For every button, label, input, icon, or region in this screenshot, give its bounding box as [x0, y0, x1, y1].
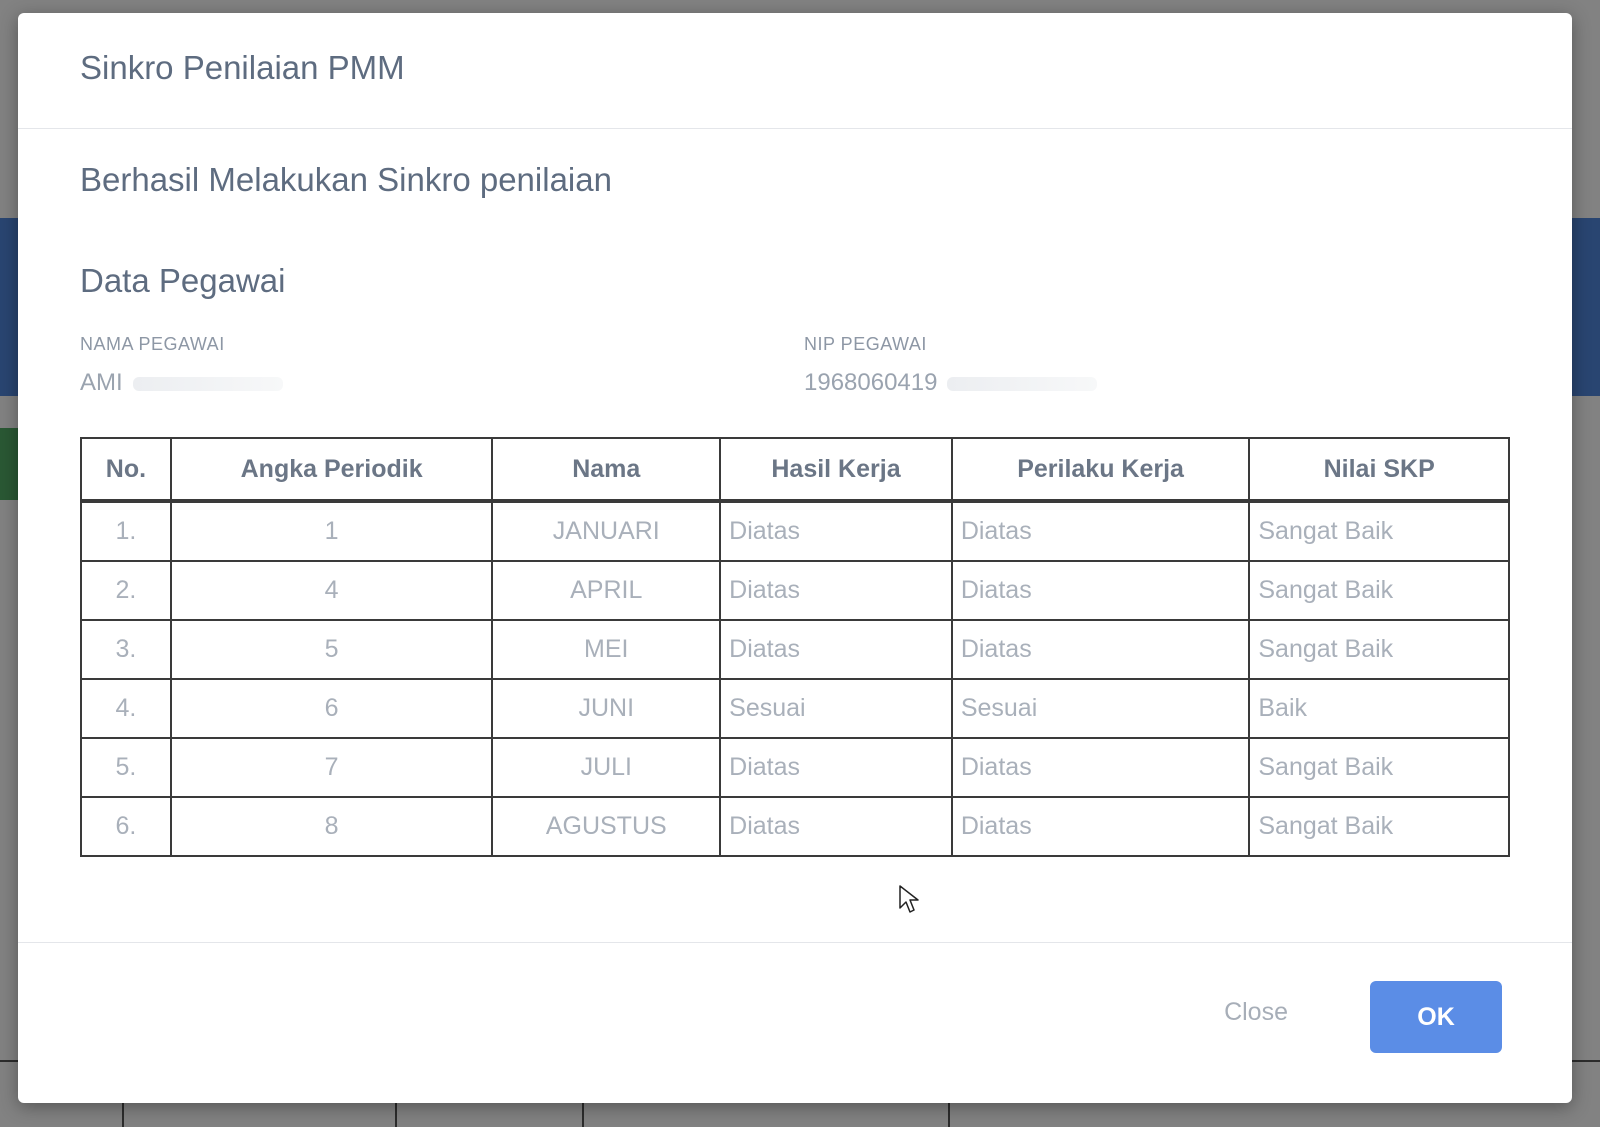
sync-modal: [18, 13, 1572, 1103]
cell-angka: 7: [171, 738, 492, 797]
cell-nama: JUNI: [492, 679, 720, 738]
cell-no: 5.: [81, 738, 171, 797]
table-row: [81, 679, 1509, 738]
modal-body: [18, 129, 1572, 857]
cell-perilaku: Sesuai: [952, 679, 1250, 738]
header-no: No.: [81, 438, 171, 501]
cell-hasil: Diatas: [720, 561, 952, 620]
cell-perilaku: Diatas: [952, 738, 1250, 797]
header-angka-periodik: Angka Periodik: [171, 438, 492, 501]
modal-footer: [18, 942, 1572, 1103]
employee-nip-value: [804, 369, 1097, 397]
header-nama: Nama: [492, 438, 720, 501]
modal-header: [18, 13, 1572, 129]
employee-name-value: [80, 369, 283, 397]
cell-nama: MEI: [492, 620, 720, 679]
employee-name-field: [80, 334, 283, 397]
cell-perilaku: Diatas: [952, 561, 1250, 620]
employee-fields: [80, 334, 1510, 429]
employee-name-text: AMI: [80, 369, 123, 396]
redacted-blur: [947, 377, 1097, 391]
cell-no: 3.: [81, 620, 171, 679]
cell-hasil: Sesuai: [720, 679, 952, 738]
modal-title: Sinkro Penilaian PMM: [80, 49, 405, 86]
table-row: [81, 620, 1509, 679]
cell-no: 1.: [81, 501, 171, 561]
success-message: Berhasil Melakukan Sinkro penilaian: [80, 161, 612, 198]
cell-angka: 1: [171, 501, 492, 561]
header-nilai-skp: Nilai SKP: [1249, 438, 1509, 501]
cell-hasil: Diatas: [720, 797, 952, 856]
table-header-row: [81, 438, 1509, 501]
employee-nip-field: [804, 334, 1097, 397]
cell-nama: APRIL: [492, 561, 720, 620]
cell-nama: JULI: [492, 738, 720, 797]
cell-no: 2.: [81, 561, 171, 620]
table-row: [81, 797, 1509, 856]
close-button[interactable]: Close: [1218, 997, 1294, 1028]
ok-button[interactable]: OK: [1370, 981, 1502, 1053]
header-perilaku-kerja: Perilaku Kerja: [952, 438, 1250, 501]
cell-no: 6.: [81, 797, 171, 856]
cell-nilai: Sangat Baik: [1249, 738, 1509, 797]
cell-nilai: Sangat Baik: [1249, 797, 1509, 856]
employee-name-label: NAMA PEGAWAI: [80, 334, 225, 354]
cell-hasil: Diatas: [720, 738, 952, 797]
cell-nama: AGUSTUS: [492, 797, 720, 856]
cell-nilai: Sangat Baik: [1249, 620, 1509, 679]
cell-hasil: Diatas: [720, 501, 952, 561]
table-row: [81, 738, 1509, 797]
cell-angka: 4: [171, 561, 492, 620]
cell-nilai: Baik: [1249, 679, 1509, 738]
cell-nama: JANUARI: [492, 501, 720, 561]
cell-perilaku: Diatas: [952, 797, 1250, 856]
assessment-table: [80, 437, 1510, 857]
cell-perilaku: Diatas: [952, 620, 1250, 679]
header-hasil-kerja: Hasil Kerja: [720, 438, 952, 501]
table-row: [81, 501, 1509, 561]
cell-nilai: Sangat Baik: [1249, 501, 1509, 561]
employee-nip-label: NIP PEGAWAI: [804, 334, 927, 354]
section-title: Data Pegawai: [80, 262, 286, 299]
cell-angka: 6: [171, 679, 492, 738]
cell-perilaku: Diatas: [952, 501, 1250, 561]
table-row: [81, 561, 1509, 620]
redacted-blur: [133, 377, 283, 391]
cell-nilai: Sangat Baik: [1249, 561, 1509, 620]
cell-hasil: Diatas: [720, 620, 952, 679]
cell-angka: 8: [171, 797, 492, 856]
cell-angka: 5: [171, 620, 492, 679]
mouse-pointer-icon: [898, 884, 922, 916]
employee-nip-text: 1968060419: [804, 369, 938, 396]
cell-no: 4.: [81, 679, 171, 738]
